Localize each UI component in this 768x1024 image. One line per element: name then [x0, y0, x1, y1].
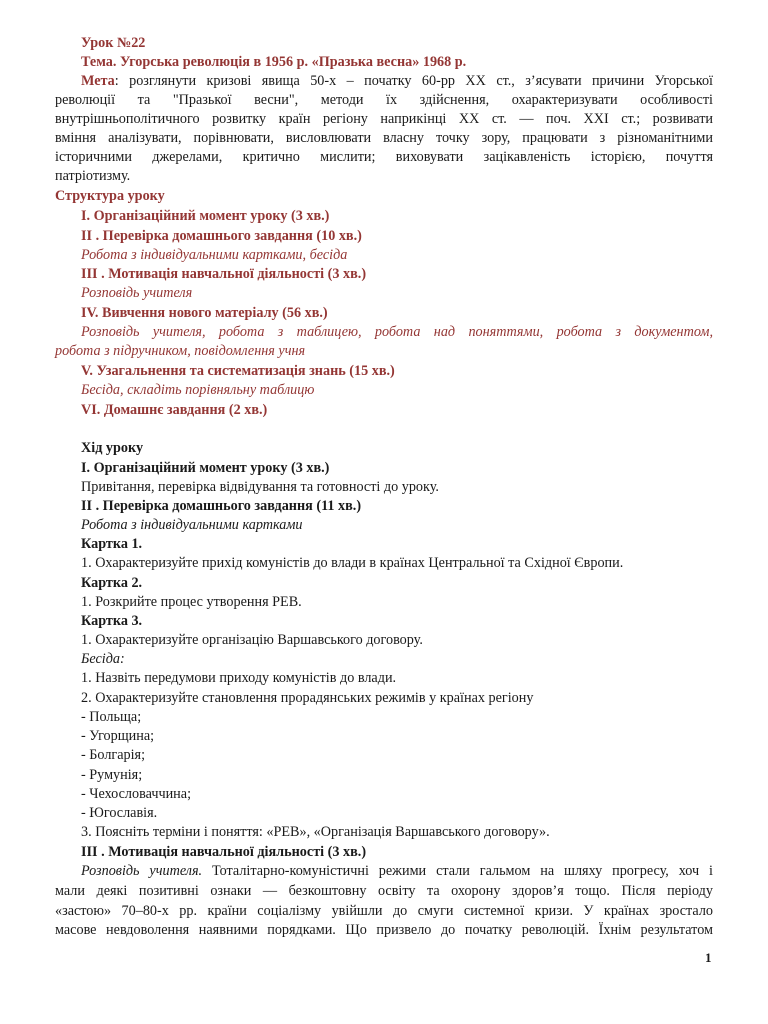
goal-line-2: революції та "Празької весни", методи їх здійснення, охарактеризувати особливості: [55, 92, 713, 108]
talk-question-1: 1. Назвіть передумови приходу комуністів до влади.: [81, 670, 397, 686]
structure-item-2: ІІ . Перевірка домашнього завдання (10 хв.): [81, 228, 362, 244]
card-2-question: 1. Розкрийте процес утворення РЕВ.: [81, 594, 302, 610]
goal-line-1: Мета: розглянути кризові явища 50-х – початку 60-рр ХХ ст., з’ясувати причини Угорської: [81, 73, 713, 89]
talk-question-2: 2. Охарактеризуйте становлення прорадянських режимів у країнах регіону: [81, 690, 534, 706]
goal-line-3: внутрішньополітичного розвитку країн регіону наприкінці ХХ ст. — поч. ХХІ ст.; розвивати: [55, 111, 713, 127]
course-text-1: Привітання, перевірка відвідування та готовності до уроку.: [81, 479, 439, 495]
course-heading-3: ІІІ . Мотивація навчальної діяльності (3 хв.): [81, 844, 367, 860]
course-heading-2: ІІ . Перевірка домашнього завдання (11 хв.): [81, 498, 362, 514]
card-3-question: 1. Охарактеризуйте організацію Варшавського договору.: [81, 632, 423, 648]
structure-item-4-note-2: робота з підручником, повідомлення учня: [55, 343, 306, 359]
goal-line-5: історичними джерелами, критично мислити; виховувати зацікавленість історією, почуття: [55, 149, 713, 165]
card-2-title: Картка 2.: [81, 575, 143, 591]
structure-item-6: VI. Домашнє завдання (2 хв.): [81, 402, 268, 418]
course-heading-2-note: Робота з індивідуальними картками: [81, 517, 303, 533]
goal-label: Мета: [81, 73, 115, 89]
course-heading-1: І. Організаційний момент уроку (3 хв.): [81, 460, 330, 476]
lesson-topic: Тема. Угорська революція в 1956 р. «Празька весна» 1968 р.: [81, 54, 467, 70]
country-item: - Румунія;: [81, 767, 143, 783]
card-1-title: Картка 1.: [81, 536, 143, 552]
structure-item-4: IV. Вивчення нового матеріалу (56 хв.): [81, 305, 328, 321]
structure-title: Структура уроку: [55, 188, 165, 204]
course-title: Хід уроку: [81, 440, 144, 456]
page-number: 1: [705, 950, 712, 965]
structure-item-4-note-1: Розповідь учителя, робота з таблицею, робота над поняттями, робота з документом,: [81, 324, 713, 340]
story-line-1: Розповідь учителя. Тоталітарно-комуністичні режими стали гальмом на шляху прогресу, хоч і: [81, 863, 713, 879]
structure-item-5-note: Бесіда, складіть порівняльну таблицю: [81, 382, 315, 398]
structure-item-3: ІІІ . Мотивація навчальної діяльності (3 хв.): [81, 266, 367, 282]
country-item: - Болгарія;: [81, 747, 146, 763]
country-item: - Чехословаччина;: [81, 786, 192, 802]
card-3-title: Картка 3.: [81, 613, 143, 629]
story-label: Розповідь учителя.: [81, 863, 203, 879]
lesson-number: Урок №22: [81, 35, 146, 51]
country-item: - Югославія.: [81, 805, 158, 821]
structure-item-2-note: Робота з індивідуальними картками, бесіда: [81, 247, 348, 263]
story-line-3: «застою» 70–80-х рр. країни соціалізму увійшли до смуги системної кризи. У країнах зростало: [55, 903, 713, 919]
talk-label: Бесіда:: [81, 651, 125, 667]
story-line-4: масове невдоволення наявними порядками. Що призвело до початку революцій. Їхнім результатом: [55, 922, 713, 938]
goal-line-6: патріотизму.: [55, 168, 131, 184]
story-line-2: мали деякі позитивні ознаки — безкоштовну освіту та охорону здоров’я тощо. Після періоду: [55, 883, 713, 899]
structure-item-5: V. Узагальнення та систематизація знань (15 хв.): [81, 363, 395, 379]
talk-question-3: 3. Поясніть терміни і поняття: «РЕВ», «Організація Варшавського договору».: [81, 824, 550, 840]
goal-line-4: вміння аналізувати, порівнювати, висловлювати власну точку зору, працювати з різноманітними: [55, 130, 713, 146]
country-item: - Угорщина;: [81, 728, 155, 744]
structure-item-1: І. Організаційний момент уроку (3 хв.): [81, 208, 330, 224]
card-1-question: 1. Охарактеризуйте прихід комуністів до влади в країнах Центральної та Східної Європи.: [81, 555, 624, 571]
country-item: - Польща;: [81, 709, 142, 725]
structure-item-3-note: Розповідь учителя: [81, 285, 193, 301]
